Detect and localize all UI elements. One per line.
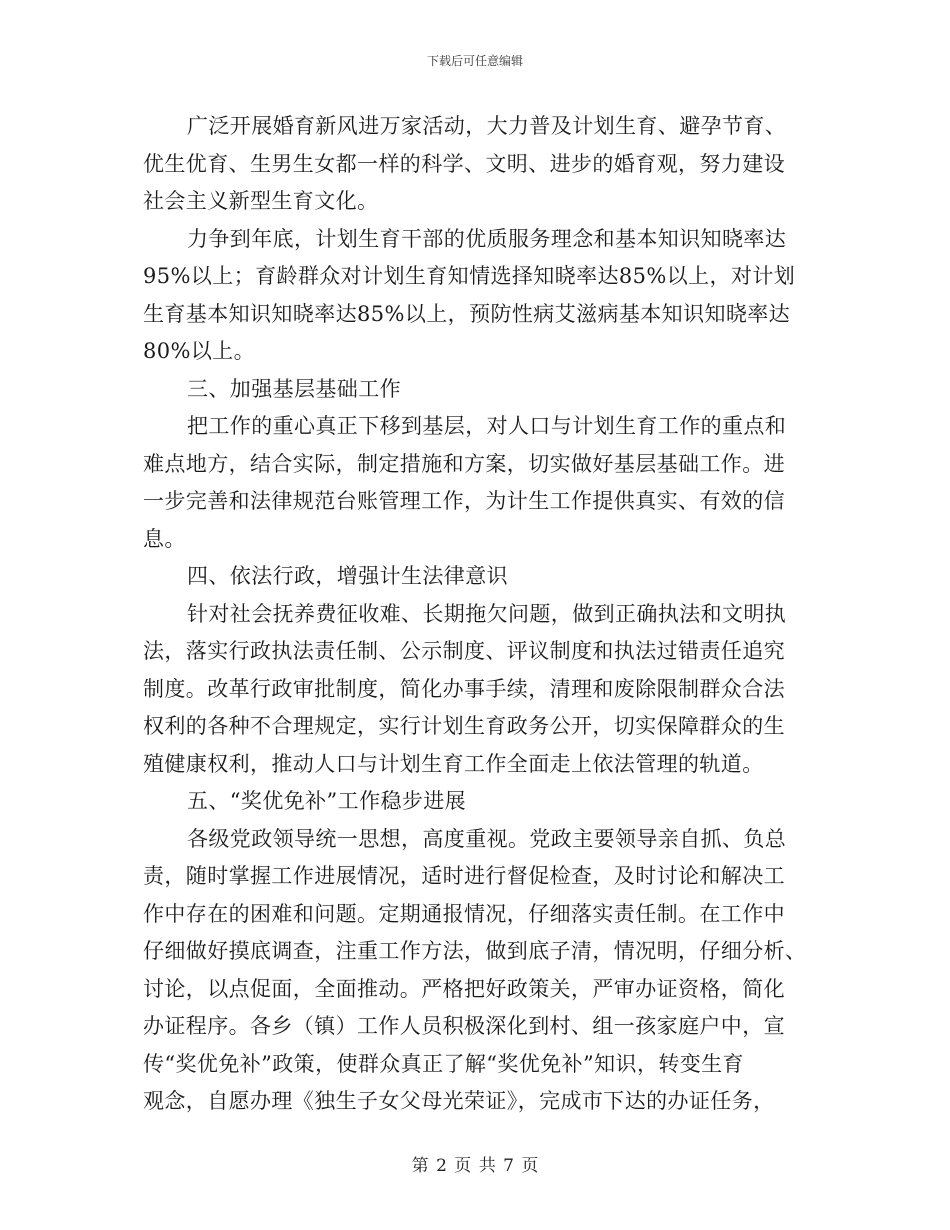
text-line: 五、“奖优免补”工作稳步进展 [187, 789, 467, 813]
text-line: 95%以上；育龄群众对计划生育知情选择知晓率达85%以上，对计划 [143, 264, 796, 288]
text-line: 一步完善和法律规范台账管理工作，为计生工作提供真实、有效的信 [143, 489, 785, 513]
text-line: 制度。改革行政审批制度，简化办事手续，清理和废除限制群众合法 [143, 676, 785, 701]
document-body [143, 108, 813, 1121]
text-line: 法，落实行政执法责任制、公示制度、评议制度和执法过错责任追究 [143, 639, 785, 663]
text-line: 难点地方，结合实际，制定措施和方案，切实做好基层基础工作。进 [143, 451, 785, 476]
text-line: 仔细做好摸底调查，注重工作方法，做到底子清，情况明，仔细分析、 [143, 939, 807, 963]
text-line: 办证程序。各乡（镇）工作人员积极深化到村、组一孩家庭户中，宣 [143, 1014, 785, 1038]
text-line: 权利的各种不合理规定，实行计划生育政务公开，切实保障群众的生 [143, 714, 785, 738]
text-line: 生育基本知识知晓率达85%以上，预防性病艾滋病基本知识知晓率达 [143, 301, 791, 326]
text-line: 社会主义新型生育文化。 [143, 189, 379, 213]
text-line: 把工作的重心真正下移到基层，对人口与计划生育工作的重点和 [187, 414, 787, 438]
text-line: 优生优育、生男生女都一样的科学、文明、进步的婚育观，努力建设 [143, 151, 785, 176]
text-line: 广泛开展婚育新风进万家活动，大力普及计划生育、避孕节育、 [187, 114, 787, 138]
text-line: 观念，自愿办理《独生子女父母光荣证》，完成市下达的办证任务， [143, 1089, 775, 1113]
text-line: 力争到年底，计划生育干部的优质服务理念和基本知识知晓率达 [187, 226, 787, 251]
text-line: 三、加强基层基础工作 [187, 376, 401, 401]
text-line: 80%以上。 [143, 339, 256, 363]
text-line: 讨论，以点促面，全面推动。严格把好政策关，严审办证资格，简化 [143, 976, 785, 1001]
text-line: 传“奖优免补”政策，使群众真正了解“奖优免补”知识，转变生育 [143, 1051, 744, 1076]
text-line: 针对社会抚养费征收难、长期拖欠问题，做到正确执法和文明执 [187, 601, 787, 626]
page-header: 下载后可任意编辑 [426, 54, 523, 68]
text-line: 四、依法行政，增强计生法律意识 [187, 564, 508, 588]
text-line: 作中存在的困难和问题。定期通报情况，仔细落实责任制。在工作中 [143, 901, 785, 926]
text-line: 殖健康权利，推动人口与计划生育工作全面走上依法管理的轨道。 [143, 751, 764, 776]
text-line: 息。 [143, 526, 186, 551]
text-line: 各级党政领导统一思想，高度重视。党政主要领导亲自抓、负总 [187, 826, 787, 851]
page-footer: 第 2 页 共 7 页 [411, 1156, 539, 1176]
text-line: 责，随时掌握工作进展情况，适时进行督促检查，及时讨论和解决工 [143, 864, 785, 888]
